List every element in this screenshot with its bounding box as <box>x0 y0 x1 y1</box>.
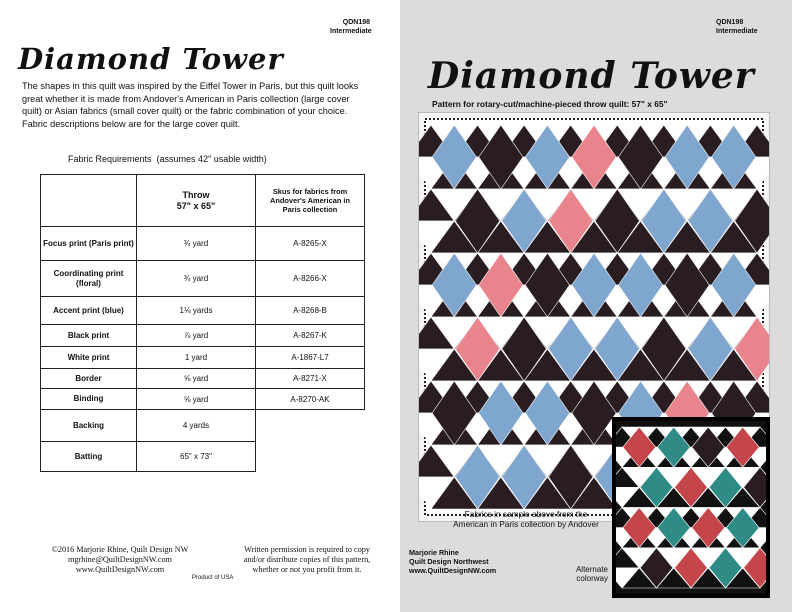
permission-line: and/or distribute copies of this pattern, <box>243 555 371 564</box>
designer-block <box>409 548 496 575</box>
copyright-line: ©2016 Marjorie Rhine, Quilt Design NW <box>51 545 189 554</box>
pattern-code: QDN198 <box>342 19 370 26</box>
fabric-requirements-heading <box>68 154 267 164</box>
row-qty: ⅝ yard <box>137 369 256 389</box>
skus-header: Skus for fabrics from Andover's American in Paris collection <box>256 175 365 227</box>
row-name: Batting <box>41 442 137 472</box>
right-pattern-code <box>716 18 758 36</box>
row-qty: ⅝ yard <box>137 389 256 410</box>
alternate-quilt-illustration <box>616 421 766 594</box>
intro-paragraph: The shapes in this quilt was inspired by the Eiffel Tower in Paris, but this quilt looks great whether it is made from Andover's American in Paris collection (large cover quilt) or Asian fabrics (small cover quilt) or the fabric combination of your choice. Fabric descriptions below are for the large cover quilt. <box>22 81 359 129</box>
designer-company: Quilt Design Northwest <box>409 557 489 566</box>
skill-level: Intermediate <box>330 28 372 35</box>
email-line: mgrhine@QuiltDesignNW.com <box>68 555 172 564</box>
cover-subtitle: Pattern for rotary-cut/machine-pieced throw quilt: 57" x 65" <box>432 99 668 109</box>
fabric-requirements-table <box>40 174 365 472</box>
fabrics-note-line: American in Paris collection by Andover <box>453 519 599 529</box>
row-name: Accent print (blue) <box>41 297 137 325</box>
row-qty: 1⅛ yards <box>137 297 256 325</box>
row-name: Focus print (Paris print) <box>41 227 137 261</box>
row-sku: A-8268-B <box>256 297 365 325</box>
row-qty: ¾ yard <box>137 261 256 297</box>
designer-name: Marjorie Rhine <box>409 548 459 557</box>
copyright-block <box>40 545 200 575</box>
website-line: www.QuiltDesignNW.com <box>75 565 165 574</box>
table-row <box>41 227 365 261</box>
row-qty: 1 yard <box>137 347 256 369</box>
fabrics-note <box>426 509 626 529</box>
row-sku: A-8270-AK <box>256 389 365 410</box>
left-title: Diamond Tower <box>18 42 284 76</box>
row-name: Coordinating print (floral) <box>41 261 137 297</box>
table-row <box>41 369 365 389</box>
row-sku: A-8271-X <box>256 369 365 389</box>
alternate-caption-line: Alternate <box>575 565 608 574</box>
cover-title: Diamond Tower <box>428 55 755 97</box>
fabric-req-label: Fabric Requirements <box>68 154 152 164</box>
permission-line: Written permission is required to copy <box>244 545 370 554</box>
fabric-req-note: (assumes 42" usable width) <box>156 154 267 164</box>
row-name: Binding <box>41 389 137 410</box>
alternate-caption-line: colorway <box>576 574 608 583</box>
row-name: Black print <box>41 325 137 347</box>
permission-line: whether or not you profit from it. <box>252 565 362 574</box>
table-row <box>41 297 365 325</box>
row-qty: 65" x 73" <box>137 442 256 472</box>
row-sku: A-8267-K <box>256 325 365 347</box>
table-corner <box>41 175 137 227</box>
throw-header <box>137 175 256 227</box>
row-name: Border <box>41 369 137 389</box>
left-pattern-code <box>330 18 370 36</box>
alternate-colorway-photo <box>612 417 770 598</box>
table-row <box>41 325 365 347</box>
row-sku: A-8266-X <box>256 261 365 297</box>
row-sku: A-1867-L7 <box>256 347 365 369</box>
table-row <box>41 261 365 297</box>
row-name: White print <box>41 347 137 369</box>
throw-header-size: 57" x 65" <box>176 200 216 211</box>
table-row <box>41 389 365 410</box>
table-row <box>41 347 365 369</box>
row-sku <box>256 442 365 472</box>
designer-website: www.QuiltDesignNW.com <box>409 566 497 575</box>
alternate-caption <box>568 565 608 583</box>
skill-level: Intermediate <box>716 28 758 35</box>
row-qty: ⅞ yard <box>137 325 256 347</box>
table-row <box>41 442 365 472</box>
permission-block <box>232 545 382 575</box>
row-name: Backing <box>41 410 137 442</box>
row-qty: 4 yards <box>137 410 256 442</box>
throw-header-label: Throw <box>182 189 210 200</box>
row-sku: A-8265-X <box>256 227 365 261</box>
pattern-code: QDN198 <box>716 19 744 26</box>
fabrics-note-line: Fabrics in sample above from the <box>464 509 588 519</box>
table-row <box>41 410 365 442</box>
row-qty: ¾ yard <box>137 227 256 261</box>
product-of-usa: Product of USA <box>192 575 234 581</box>
row-sku <box>256 410 365 442</box>
